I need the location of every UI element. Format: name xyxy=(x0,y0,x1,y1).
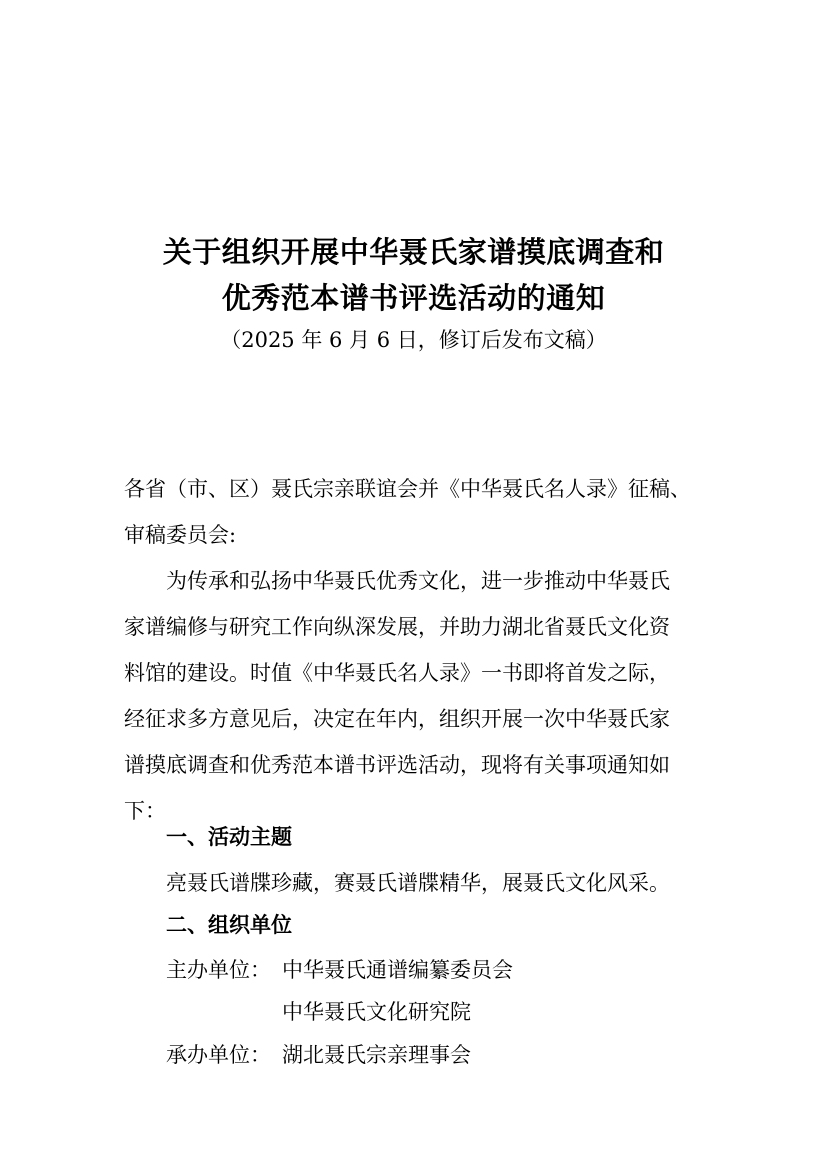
intro-line-3: 料馆的建设。时值《中华聂氏名人录》一书即将首发之际， xyxy=(124,661,670,685)
intro-line-6: 下： xyxy=(124,799,166,823)
salutation-line-2: 审稿委员会: xyxy=(124,523,237,547)
section-2-heading: 二、组织单位 xyxy=(166,913,292,937)
intro-line-4: 经征求多方意见后，决定在年内，组织开展一次中华聂氏家 xyxy=(124,707,670,731)
intro-line-1: 为传承和弘扬中华聂氏优秀文化，进一步推动中华聂氏 xyxy=(166,569,670,593)
salutation-line-1: 各省（市、区）聂氏宗亲联谊会并《中华聂氏名人录》征稿、 xyxy=(124,477,691,501)
document-subtitle: （2025 年 6 月 6 日，修订后发布文稿） xyxy=(220,328,607,352)
undertaker-1: 湖北聂氏宗亲理事会 xyxy=(282,1043,471,1067)
organizer-2: 中华聂氏文化研究院 xyxy=(282,1000,471,1024)
intro-line-5: 谱摸底调查和优秀范本谱书评选活动，现将有关事项通知如 xyxy=(124,753,670,777)
document-title-line-2: 优秀范本谱书评选活动的通知 xyxy=(221,281,606,315)
section-1-body: 亮聂氏谱牒珍藏，赛聂氏谱牒精华，展聂氏文化风采。 xyxy=(166,871,670,895)
organizer-label: 主办单位： xyxy=(166,958,271,982)
undertaker-label: 承办单位： xyxy=(166,1043,271,1067)
organizer-1: 中华聂氏通谱编纂委员会 xyxy=(282,958,513,982)
document-title-line-1: 关于组织开展中华聂氏家谱摸底调查和 xyxy=(162,235,665,269)
section-1-heading: 一、活动主题 xyxy=(166,825,292,849)
intro-line-2: 家谱编修与研究工作向纵深发展，并助力湖北省聂氏文化资 xyxy=(124,615,670,639)
